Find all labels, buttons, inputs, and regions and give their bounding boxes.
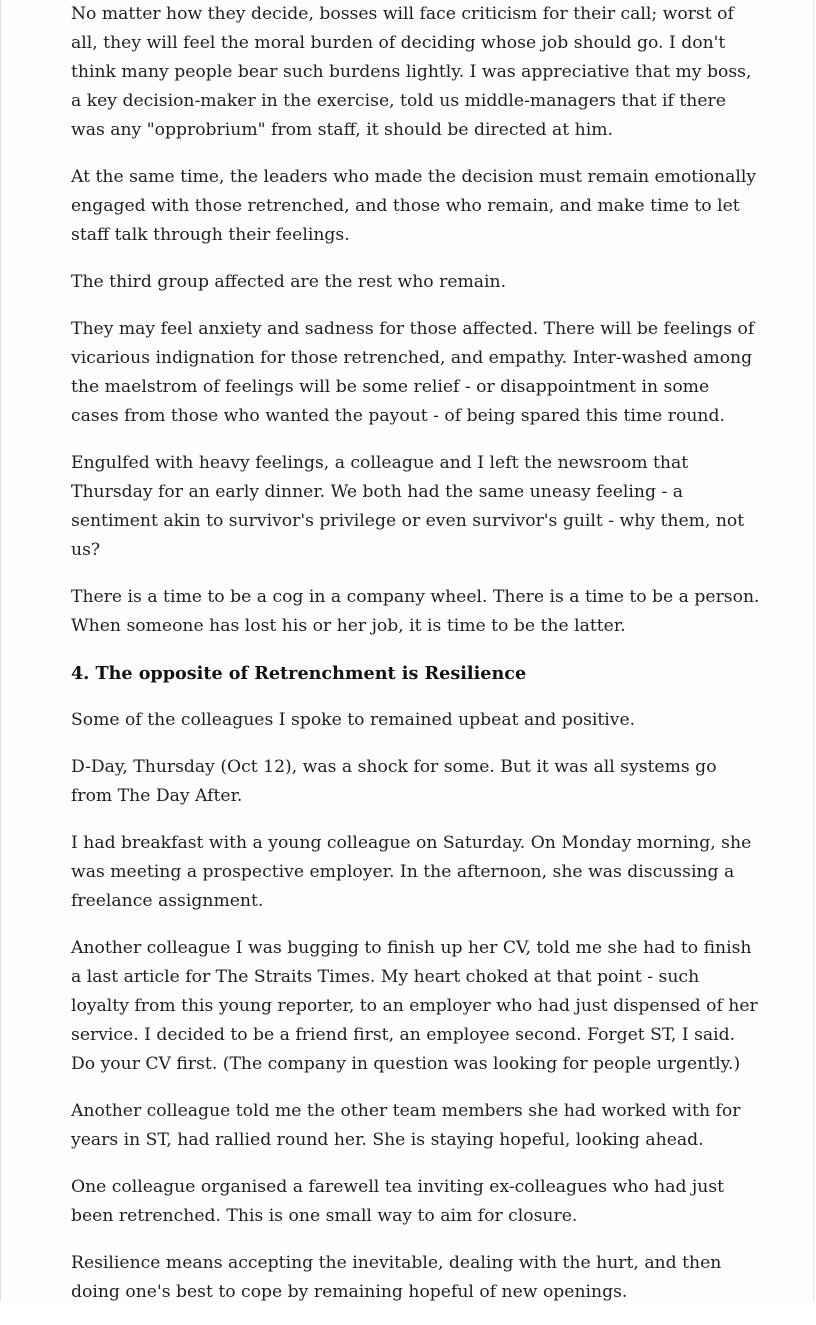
- paragraph-leaders-engaged: At the same time, the leaders who made the decision must remain emotionally engaged with those retrenched, and those who remain, and make time to let staff talk through their feelings.: [71, 167, 757, 245]
- paragraph-finish-cv: Another colleague I was bugging to finish up her CV, told me she had to finish a last article for The Straits Times. My heart choked at that point - such loyalty from this young reporter, to an employer who had just dispensed of her service. I decided to be a friend first, an employee second. Forget ST, I said. Do your CV first. (The company in question was looking for people urgently.): [71, 938, 758, 1074]
- paragraph-breakfast: I had breakfast with a young colleague on Saturday. On Monday morning, she was meeting a prospective employer. In the afternoon, she was discussing a freelance assignment.: [71, 833, 752, 911]
- paragraph-farewell-tea: One colleague organised a farewell tea inviting ex-colleagues who had just been retrenched. This is one small way to aim for closure.: [71, 1177, 725, 1226]
- paragraph-early-dinner: Engulfed with heavy feelings, a colleague and I left the newsroom that Thursday for an early dinner. We both had the same uneasy feeling - a sentiment akin to survivor's privilege or even survivor's guilt - why them, not us?: [71, 453, 745, 560]
- article-body: [71, 0, 761, 1325]
- paragraph-team-rallied: Another colleague told me the other team members she had worked with for years in ST, had rallied round her. She is staying hopeful, looking ahead.: [71, 1101, 741, 1150]
- paragraph-third-group: The third group affected are the rest who remain.: [71, 272, 507, 292]
- paragraph-d-day: D-Day, Thursday (Oct 12), was a shock for some. But it was all systems go from The Day After.: [71, 757, 717, 806]
- paragraph-anxiety-sadness: They may feel anxiety and sadness for those affected. There will be feelings of vicarious indignation for those retrenched, and empathy. Inter-washed among the maelstrom of feelings will be some relief - or disappointment in some cases from those who wanted the payout - of being spared this time round.: [71, 319, 755, 426]
- section-heading-resilience: 4. The opposite of Retrenchment is Resilience: [71, 663, 527, 684]
- paragraph-bosses-criticism: No matter how they decide, bosses will face criticism for their call; worst of all, they will feel the moral burden of deciding whose job should go. I don't think many people bear such burdens lightly. I was appreciative that my boss, a key decision-maker in the exercise, told us middle-managers that if there was any "opprobrium" from staff, it should be directed at him.: [71, 4, 752, 140]
- paragraph-cog-in-wheel: There is a time to be a cog in a company wheel. There is a time to be a person. When someone has lost his or her job, it is time to be the latter.: [71, 587, 760, 636]
- paragraph-resilience-meaning: Resilience means accepting the inevitable, dealing with the hurt, and then doing one's best to cope by remaining hopeful of new openings.: [71, 1253, 722, 1302]
- paragraph-upbeat-colleagues: Some of the colleagues I spoke to remained upbeat and positive.: [71, 710, 636, 730]
